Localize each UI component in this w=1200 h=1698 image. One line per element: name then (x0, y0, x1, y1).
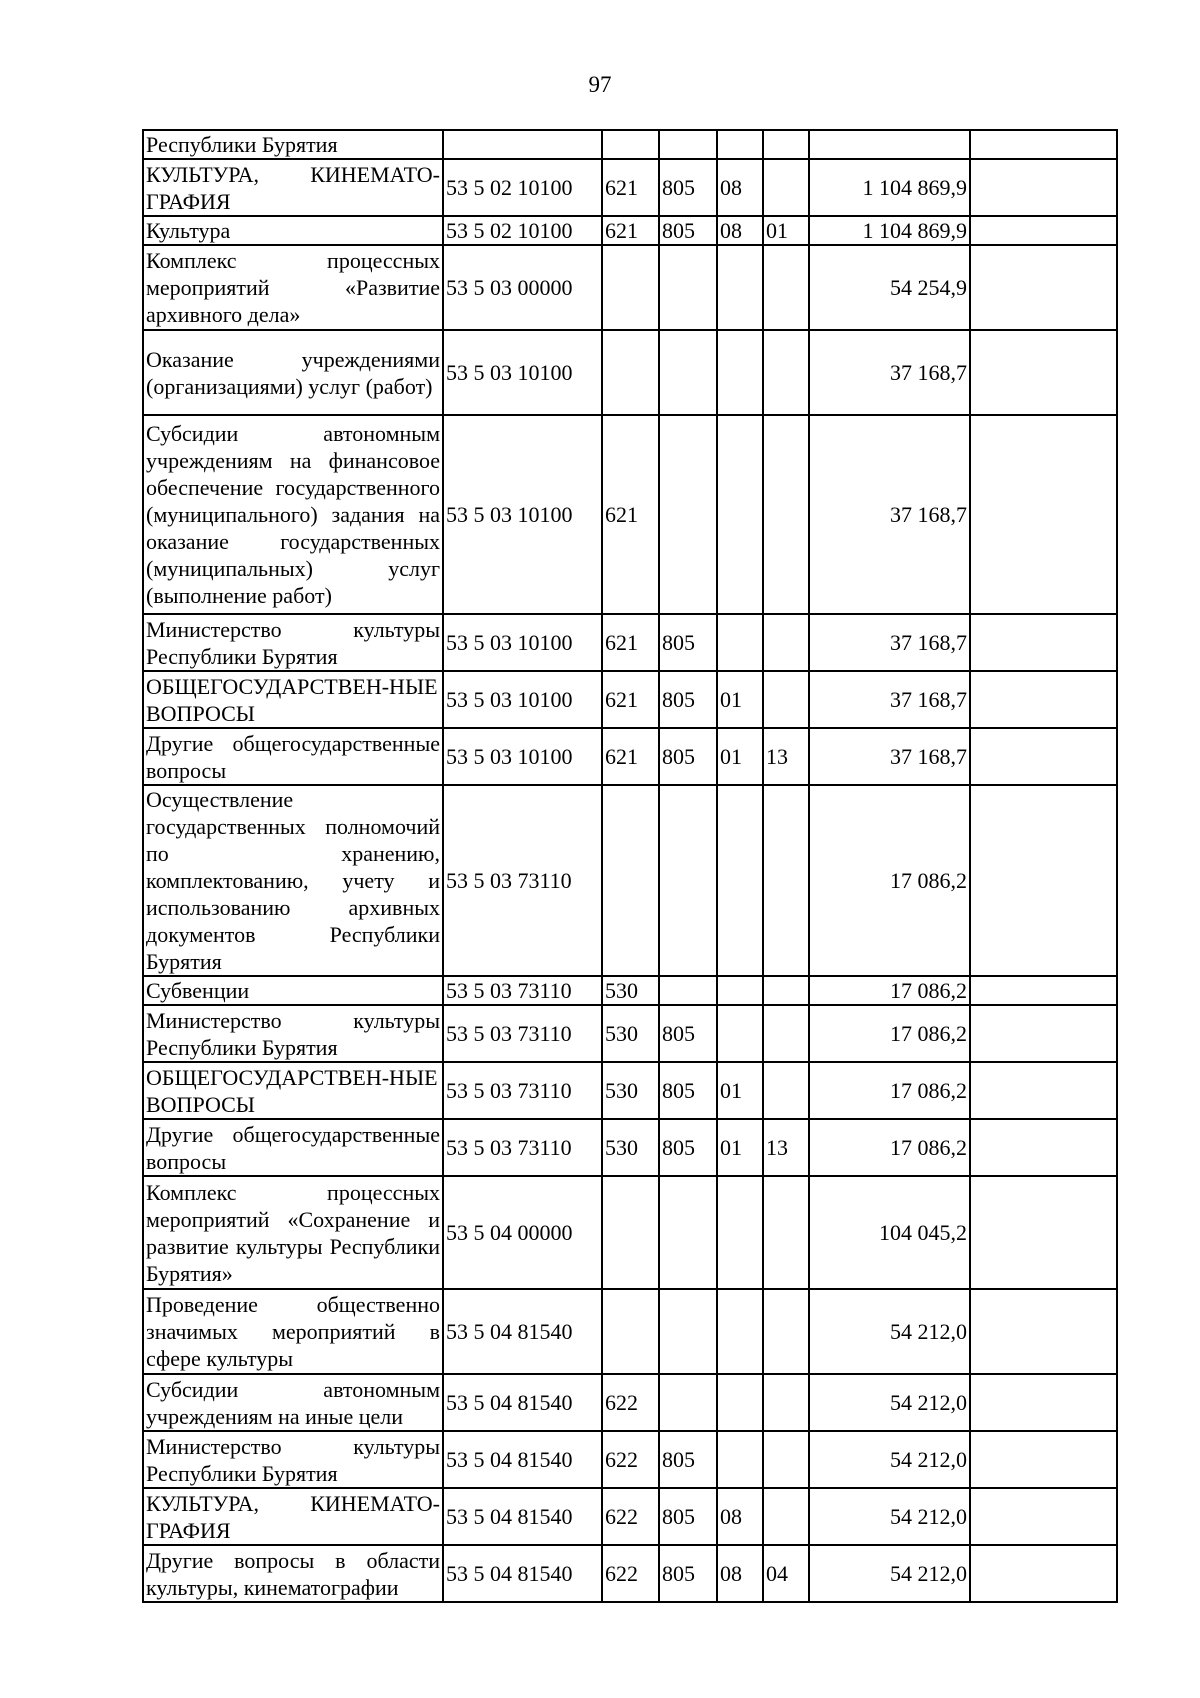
cell-section (717, 614, 763, 671)
cell-section: 08 (717, 1545, 763, 1602)
cell-extra (970, 1176, 1117, 1289)
cell-extra (970, 245, 1117, 330)
cell-subsection: 13 (763, 1119, 809, 1176)
cell-extra (970, 330, 1117, 415)
cell-subsection (763, 1374, 809, 1431)
table-row (143, 159, 1117, 216)
cell-ministry-code (659, 785, 717, 976)
cell-extra (970, 671, 1117, 728)
cell-expense-type (602, 130, 659, 159)
cell-expense-type: 622 (602, 1431, 659, 1488)
cell-expense-type: 621 (602, 671, 659, 728)
cell-amount: 37 168,7 (809, 671, 970, 728)
cell-target-article: 53 5 03 00000 (443, 245, 602, 330)
cell-ministry-code: 805 (659, 159, 717, 216)
cell-extra (970, 130, 1117, 159)
cell-name: ОБЩЕГОСУДАРСТВЕН-НЫЕ ВОПРОСЫ (143, 1062, 443, 1119)
table-row (143, 245, 1117, 330)
cell-amount: 17 086,2 (809, 976, 970, 1005)
cell-extra (970, 1488, 1117, 1545)
cell-subsection: 01 (763, 216, 809, 245)
cell-amount (809, 130, 970, 159)
cell-ministry-code: 805 (659, 728, 717, 785)
cell-name: Проведение общественно значимых мероприятий в сфере культуры (143, 1289, 443, 1374)
cell-amount: 37 168,7 (809, 728, 970, 785)
cell-ministry-code: 805 (659, 1119, 717, 1176)
table-row (143, 330, 1117, 415)
cell-ministry-code (659, 415, 717, 614)
cell-extra (970, 1119, 1117, 1176)
cell-extra (970, 1005, 1117, 1062)
cell-section (717, 130, 763, 159)
cell-name: Другие вопросы в области культуры, кинематографии (143, 1545, 443, 1602)
cell-subsection (763, 415, 809, 614)
cell-name: Министерство культуры Республики Бурятия (143, 1431, 443, 1488)
cell-section (717, 1431, 763, 1488)
cell-expense-type: 621 (602, 728, 659, 785)
cell-expense-type: 622 (602, 1488, 659, 1545)
table-row (143, 130, 1117, 159)
cell-extra (970, 728, 1117, 785)
cell-ministry-code (659, 130, 717, 159)
cell-ministry-code: 805 (659, 1488, 717, 1545)
cell-amount: 17 086,2 (809, 785, 970, 976)
cell-ministry-code: 805 (659, 1431, 717, 1488)
cell-target-article: 53 5 03 10100 (443, 614, 602, 671)
cell-name: КУЛЬТУРА, КИНЕМАТО-ГРАФИЯ (143, 159, 443, 216)
cell-expense-type (602, 785, 659, 976)
cell-extra (970, 1374, 1117, 1431)
cell-ministry-code (659, 1374, 717, 1431)
cell-extra (970, 1545, 1117, 1602)
cell-section (717, 245, 763, 330)
table-row (143, 1289, 1117, 1374)
table-body (143, 130, 1117, 1602)
cell-section (717, 785, 763, 976)
cell-name: КУЛЬТУРА, КИНЕМАТО-ГРАФИЯ (143, 1488, 443, 1545)
cell-name: Субсидии автономным учреждениям на иные цели (143, 1374, 443, 1431)
cell-ministry-code: 805 (659, 216, 717, 245)
cell-ministry-code (659, 245, 717, 330)
cell-extra (970, 1431, 1117, 1488)
cell-target-article: 53 5 04 81540 (443, 1431, 602, 1488)
cell-extra (970, 976, 1117, 1005)
cell-name: Комплекс процессных мероприятий «Развитие архивного дела» (143, 245, 443, 330)
cell-amount: 37 168,7 (809, 614, 970, 671)
table-row (143, 728, 1117, 785)
cell-subsection: 04 (763, 1545, 809, 1602)
cell-name: Другие общегосударственные вопросы (143, 728, 443, 785)
cell-target-article (443, 130, 602, 159)
cell-subsection (763, 159, 809, 216)
cell-amount: 54 212,0 (809, 1289, 970, 1374)
cell-expense-type: 621 (602, 415, 659, 614)
cell-section: 08 (717, 1488, 763, 1545)
cell-extra (970, 159, 1117, 216)
table-row (143, 1119, 1117, 1176)
table-row (143, 415, 1117, 614)
cell-section (717, 1176, 763, 1289)
cell-subsection (763, 1289, 809, 1374)
cell-ministry-code (659, 1176, 717, 1289)
cell-extra (970, 785, 1117, 976)
cell-section (717, 415, 763, 614)
table-row (143, 785, 1117, 976)
cell-section (717, 1005, 763, 1062)
cell-expense-type: 621 (602, 614, 659, 671)
cell-expense-type: 621 (602, 216, 659, 245)
cell-ministry-code (659, 976, 717, 1005)
cell-target-article: 53 5 03 73110 (443, 1119, 602, 1176)
cell-extra (970, 614, 1117, 671)
cell-subsection (763, 330, 809, 415)
cell-subsection (763, 614, 809, 671)
cell-target-article: 53 5 04 81540 (443, 1289, 602, 1374)
cell-expense-type: 530 (602, 1119, 659, 1176)
cell-name: ОБЩЕГОСУДАРСТВЕН-НЫЕ ВОПРОСЫ (143, 671, 443, 728)
cell-ministry-code: 805 (659, 1545, 717, 1602)
cell-subsection (763, 1488, 809, 1545)
cell-target-article: 53 5 03 10100 (443, 330, 602, 415)
cell-name: Другие общегосударственные вопросы (143, 1119, 443, 1176)
cell-target-article: 53 5 03 73110 (443, 785, 602, 976)
cell-expense-type: 622 (602, 1374, 659, 1431)
cell-target-article: 53 5 04 81540 (443, 1488, 602, 1545)
cell-section: 01 (717, 1062, 763, 1119)
cell-name: Субвенции (143, 976, 443, 1005)
cell-amount: 1 104 869,9 (809, 159, 970, 216)
cell-name: Оказание учреждениями (организациями) услуг (работ) (143, 330, 443, 415)
cell-extra (970, 1289, 1117, 1374)
cell-amount: 37 168,7 (809, 415, 970, 614)
cell-subsection (763, 1062, 809, 1119)
cell-expense-type (602, 1176, 659, 1289)
cell-amount: 54 254,9 (809, 245, 970, 330)
cell-subsection (763, 671, 809, 728)
cell-ministry-code: 805 (659, 614, 717, 671)
table-row (143, 671, 1117, 728)
cell-subsection (763, 785, 809, 976)
table-row (143, 976, 1117, 1005)
budget-table (142, 129, 1118, 1603)
table-row (143, 1374, 1117, 1431)
cell-amount: 104 045,2 (809, 1176, 970, 1289)
cell-ministry-code (659, 330, 717, 415)
cell-amount: 54 212,0 (809, 1374, 970, 1431)
cell-name: Республики Бурятия (143, 130, 443, 159)
table-row (143, 1488, 1117, 1545)
cell-section (717, 330, 763, 415)
table-row (143, 1176, 1117, 1289)
table-row (143, 216, 1117, 245)
cell-name: Субсидии автономным учреждениям на финансовое обеспечение государственного (муниципального) задания на оказание государственных (муниципальных) услуг (выполнение работ) (143, 415, 443, 614)
cell-target-article: 53 5 03 10100 (443, 415, 602, 614)
cell-ministry-code: 805 (659, 671, 717, 728)
table-row (143, 1062, 1117, 1119)
cell-section (717, 976, 763, 1005)
table-row (143, 614, 1117, 671)
cell-target-article: 53 5 02 10100 (443, 159, 602, 216)
cell-expense-type: 530 (602, 1062, 659, 1119)
cell-expense-type (602, 245, 659, 330)
page-number: 97 (588, 72, 612, 97)
cell-subsection (763, 130, 809, 159)
cell-subsection (763, 1005, 809, 1062)
cell-name: Комплекс процессных мероприятий «Сохранение и развитие культуры Республики Бурятия» (143, 1176, 443, 1289)
cell-amount: 17 086,2 (809, 1005, 970, 1062)
cell-extra (970, 415, 1117, 614)
cell-target-article: 53 5 04 81540 (443, 1545, 602, 1602)
cell-name: Осуществление государственных полномочий по хранению, комплектованию, учету и использованию архивных документов Республики Бурятия (143, 785, 443, 976)
cell-section: 01 (717, 1119, 763, 1176)
cell-expense-type: 621 (602, 159, 659, 216)
cell-expense-type (602, 330, 659, 415)
cell-ministry-code: 805 (659, 1062, 717, 1119)
cell-target-article: 53 5 03 10100 (443, 671, 602, 728)
cell-target-article: 53 5 03 73110 (443, 1062, 602, 1119)
cell-target-article: 53 5 04 00000 (443, 1176, 602, 1289)
cell-subsection (763, 976, 809, 1005)
cell-extra (970, 1062, 1117, 1119)
cell-section (717, 1374, 763, 1431)
cell-extra (970, 216, 1117, 245)
cell-amount: 37 168,7 (809, 330, 970, 415)
cell-target-article: 53 5 02 10100 (443, 216, 602, 245)
cell-name: Культура (143, 216, 443, 245)
table-row (143, 1545, 1117, 1602)
cell-amount: 1 104 869,9 (809, 216, 970, 245)
cell-subsection (763, 1431, 809, 1488)
cell-amount: 17 086,2 (809, 1119, 970, 1176)
cell-amount: 54 212,0 (809, 1431, 970, 1488)
cell-amount: 17 086,2 (809, 1062, 970, 1119)
cell-target-article: 53 5 03 10100 (443, 728, 602, 785)
cell-expense-type: 530 (602, 976, 659, 1005)
cell-ministry-code (659, 1289, 717, 1374)
cell-target-article: 53 5 03 73110 (443, 976, 602, 1005)
cell-subsection: 13 (763, 728, 809, 785)
cell-name: Министерство культуры Республики Бурятия (143, 614, 443, 671)
cell-target-article: 53 5 03 73110 (443, 1005, 602, 1062)
cell-amount: 54 212,0 (809, 1545, 970, 1602)
table-row (143, 1005, 1117, 1062)
table-row (143, 1431, 1117, 1488)
cell-subsection (763, 1176, 809, 1289)
cell-section: 08 (717, 159, 763, 216)
cell-expense-type (602, 1289, 659, 1374)
cell-amount: 54 212,0 (809, 1488, 970, 1545)
cell-ministry-code: 805 (659, 1005, 717, 1062)
cell-section: 01 (717, 728, 763, 785)
cell-expense-type: 622 (602, 1545, 659, 1602)
cell-target-article: 53 5 04 81540 (443, 1374, 602, 1431)
cell-name: Министерство культуры Республики Бурятия (143, 1005, 443, 1062)
cell-section (717, 1289, 763, 1374)
cell-expense-type: 530 (602, 1005, 659, 1062)
cell-section: 08 (717, 216, 763, 245)
cell-section: 01 (717, 671, 763, 728)
cell-subsection (763, 245, 809, 330)
